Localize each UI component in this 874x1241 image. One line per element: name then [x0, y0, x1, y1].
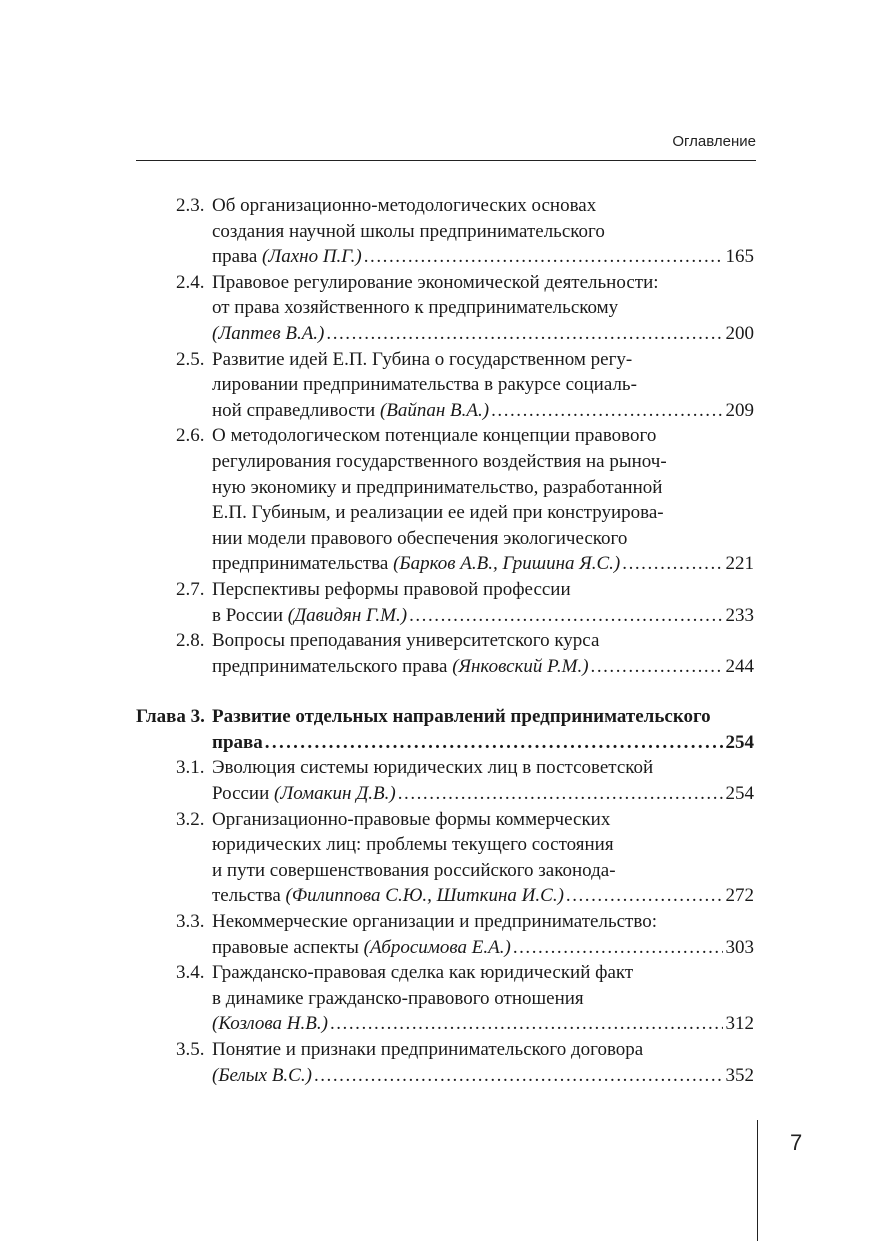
dot-leader [396, 781, 723, 807]
entry-page: 244 [725, 655, 754, 677]
chapter-last-line [212, 730, 754, 756]
toc-entry[interactable] [136, 960, 754, 1037]
dot-leader [324, 321, 722, 347]
entry-last-line [212, 321, 754, 347]
entry-number: 3.4. [176, 962, 205, 984]
entry-title-line: Некоммерческие организации и предпринимательство: [212, 911, 657, 933]
entry-title-line: нии модели правового обеспечения экологического [212, 527, 628, 549]
entry-last-line [212, 398, 754, 424]
entry-number: 2.5. [176, 348, 205, 370]
dot-leader [564, 883, 723, 909]
toc-entry[interactable] [136, 1037, 754, 1088]
chapter-number: Глава 3. [136, 706, 205, 728]
entry-page: 272 [725, 885, 754, 907]
toc-entry[interactable] [136, 909, 754, 960]
entry-title-end: предпринимательства [212, 553, 394, 575]
entry-title-line: О методологическом потенциале концепции правового [212, 425, 657, 447]
entry-page: 233 [725, 604, 754, 626]
entry-title-line: Развитие идей Е.П. Губина о государственном регу- [212, 348, 633, 370]
entry-number: 2.8. [176, 630, 205, 652]
entry-title-line: юридических лиц: проблемы текущего состояния [212, 834, 614, 856]
entry-title-line: и пути совершенствования российского законода- [212, 859, 616, 881]
entry-title-line: Эволюция системы юридических лиц в постсоветской [212, 757, 654, 779]
entry-title-line: Перспективы реформы правовой профессии [212, 578, 571, 600]
entry-title-end: предпринимательского права [212, 655, 453, 677]
entry-last-line [212, 1063, 754, 1089]
dot-leader [312, 1063, 723, 1089]
entry-number: 3.5. [176, 1039, 205, 1060]
chapter-title-line: Развитие отдельных направлений предпринимательского [212, 706, 711, 728]
header-rule [136, 160, 756, 161]
toc-entries [136, 193, 754, 679]
entry-number: 2.6. [176, 425, 205, 447]
entry-author: (Абросимова Е.А.) [363, 936, 511, 958]
entry-page: 209 [725, 399, 754, 421]
entry-number: 2.7. [176, 578, 205, 600]
entry-author: (Лаптев В.А.) [212, 322, 325, 344]
entry-number: 3.1. [176, 757, 205, 779]
running-head: Оглавление [672, 133, 756, 150]
entry-author: (Барков А.В., Гришина Я.С.) [393, 553, 621, 575]
toc-entry[interactable] [136, 347, 754, 424]
entry-author: (Ломакин Д.В.) [274, 783, 396, 805]
entry-last-line [212, 551, 754, 577]
dot-leader [620, 551, 722, 577]
toc-entry[interactable] [136, 755, 754, 806]
entry-last-line [212, 654, 754, 680]
entry-number: 3.3. [176, 911, 205, 933]
entry-last-line [212, 603, 754, 629]
entry-last-line [212, 244, 754, 270]
chapter-heading[interactable] [136, 704, 754, 755]
entry-title-end: тельства [212, 885, 286, 907]
chapter-title-end: права [212, 731, 263, 753]
entry-title-end: ной справедливости [212, 399, 380, 421]
toc-entry[interactable] [136, 193, 754, 270]
entry-title-line: Гражданско-правовая сделка как юридический факт [212, 962, 634, 984]
entry-title-line: Об организационно-методологических основах [212, 195, 597, 216]
dot-leader [263, 730, 723, 756]
entry-title-line: от права хозяйственного к предпринимательскому [212, 297, 619, 319]
entry-title-end: права [212, 246, 263, 268]
entry-page: 352 [725, 1064, 754, 1086]
table-of-contents [136, 193, 754, 1088]
toc-entry[interactable] [136, 423, 754, 577]
entry-author: (Вайпан В.А.) [379, 399, 490, 421]
entry-author: (Янковский Р.М.) [452, 655, 589, 677]
entry-title-line: создания научной школы предпринимательского [212, 220, 605, 242]
entry-number: 2.3. [176, 195, 205, 216]
entry-last-line [212, 935, 754, 961]
entry-author: (Белых В.С.) [212, 1064, 312, 1086]
entry-title-line: ную экономику и предпринимательство, разработанной [212, 476, 663, 498]
entry-page: 303 [725, 936, 754, 958]
entry-title-line: Понятие и признаки предпринимательского договора [212, 1039, 644, 1060]
toc-entry[interactable] [136, 270, 754, 347]
entry-title-line: лировании предпринимательства в ракурсе социаль- [212, 374, 637, 396]
entry-page: 254 [725, 783, 754, 805]
entry-page: 165 [725, 246, 754, 268]
entry-title-end: в России [212, 604, 288, 626]
toc-entry[interactable] [136, 628, 754, 679]
entry-last-line [212, 781, 754, 807]
entry-number: 3.2. [176, 808, 205, 830]
entry-title-line: Организационно-правовые формы коммерческих [212, 808, 611, 830]
entry-title-end: России [212, 783, 275, 805]
entry-author: (Козлова Н.В.) [212, 1013, 328, 1035]
dot-leader [489, 398, 722, 424]
entry-page: 221 [725, 553, 754, 575]
dot-leader [511, 935, 723, 961]
entry-author: (Филиппова С.Ю., Шиткина И.С.) [285, 885, 564, 907]
entry-author: (Давидян Г.М.) [287, 604, 408, 626]
dot-leader [362, 244, 723, 270]
entry-author: (Лахно П.Г.) [262, 246, 362, 268]
entry-title-line: в динамике гражданско-правового отношения [212, 987, 584, 1009]
chapter-entries [136, 755, 754, 1088]
side-rule [757, 1120, 758, 1241]
toc-entry[interactable] [136, 577, 754, 628]
chapter-page: 254 [725, 731, 754, 753]
entry-number: 2.4. [176, 271, 205, 293]
entry-title-line: Вопросы преподавания университетского курса [212, 630, 600, 652]
page-number: 7 [790, 1130, 803, 1155]
entry-last-line [212, 883, 754, 909]
dot-leader [407, 603, 722, 629]
toc-entry[interactable] [136, 807, 754, 909]
dot-leader [328, 1011, 723, 1037]
entry-title-end: правовые аспекты [212, 936, 364, 958]
entry-last-line [212, 1011, 754, 1037]
entry-title-line: Правовое регулирование экономической деятельности: [212, 271, 659, 293]
dot-leader [589, 654, 723, 680]
entry-title-line: регулирования государственного воздействия на рыноч- [212, 450, 667, 472]
entry-page: 312 [725, 1013, 754, 1035]
entry-title-line: Е.П. Губиным, и реализации ее идей при конструирова- [212, 502, 664, 524]
entry-page: 200 [725, 322, 754, 344]
